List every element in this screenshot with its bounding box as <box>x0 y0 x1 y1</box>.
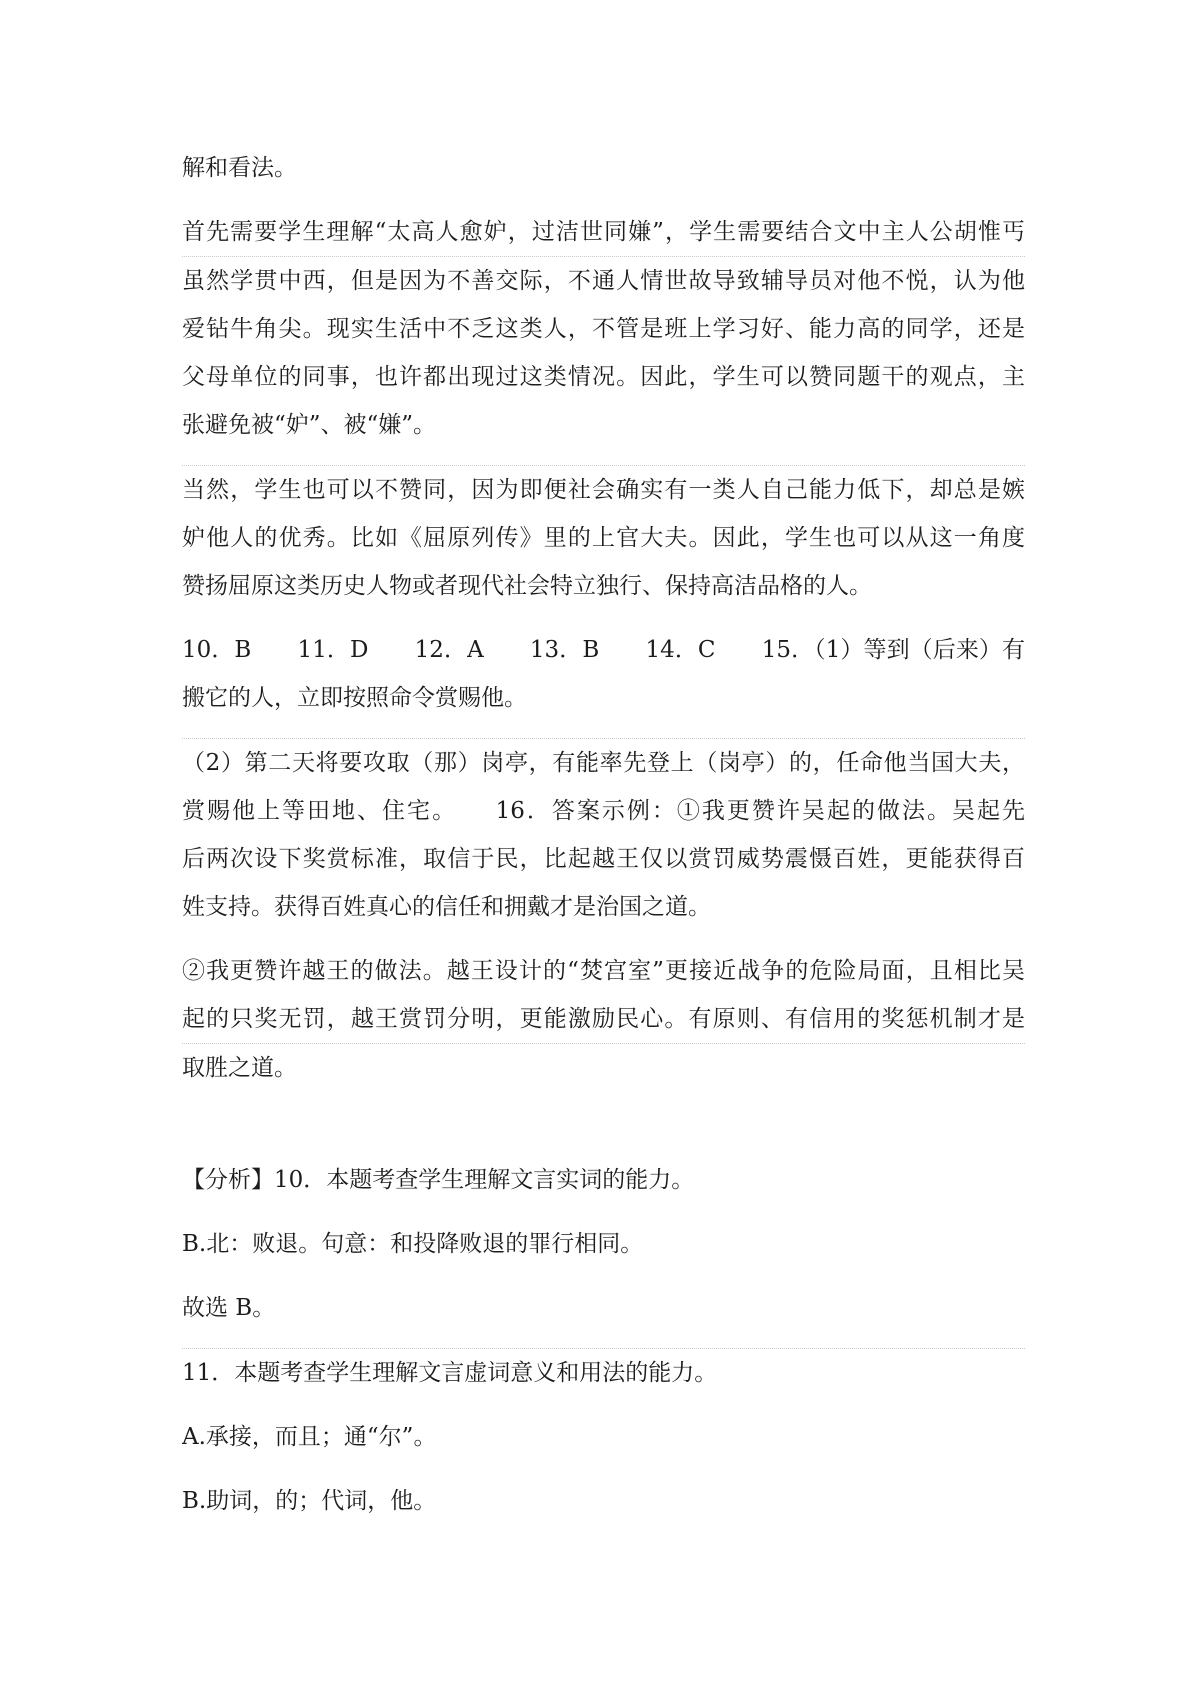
text-line: 取胜之道。 <box>182 1055 297 1081</box>
paragraph-analysis-10-answer <box>182 1284 1025 1332</box>
text-line: 搬它的人，立即按照命令赏赐他。 <box>182 685 527 711</box>
text-line: 妒他人的优秀。比如《屈原列传》里的上官大夫。因此，学生也可以从这一角度 <box>182 525 1025 551</box>
paragraph-analysis-10-b <box>182 1220 1025 1268</box>
paragraph-analysis-11-b <box>182 1477 1025 1525</box>
text-line: （2）第二天将要攻取（那）岗亭，有能率先登上（岗亭）的，任命他当国大夫， <box>182 750 1025 776</box>
paragraph-disagree <box>182 465 1025 610</box>
text-line: 赞扬屈原这类历史人物或者现代社会特立独行、保持高洁品格的人。 <box>182 573 872 599</box>
text-line: ②我更赞许越王的做法。越王设计的“焚宫室”更接近战争的危险局面，且相比吴 <box>182 958 1025 984</box>
paragraph-answers <box>182 626 1025 722</box>
paragraph-analysis-11-a <box>182 1413 1025 1461</box>
paragraph-intro-end <box>182 144 1025 192</box>
text-line: B.北：败退。句意：和投降败退的罪行相同。 <box>182 1231 644 1257</box>
text-line: 当然，学生也可以不赞同，因为即便社会确实有一类人自己能力低下，却总是嫉 <box>182 477 1025 503</box>
text-line: 张避免被“妒”、被“嫌”。 <box>182 412 437 438</box>
document-page <box>182 144 1025 1541</box>
text-line: 后两次设下奖赏标准，取信于民，比起越王仅以赏罚威势震慑百姓，更能获得百 <box>182 846 1025 872</box>
text-line: 解和看法。 <box>182 155 297 181</box>
text-line: 故选 B。 <box>182 1295 276 1321</box>
text-line: 爱钻牛角尖。现实生活中不乏这类人，不管是班上学习好、能力高的同学，还是 <box>182 316 1025 342</box>
text-line: B.助词，的；代词，他。 <box>182 1488 437 1514</box>
paragraph-agree <box>182 208 1025 449</box>
text-line: 10．B 11．D 12．A 13．B 14．C 15．（1）等到（后来）有 <box>182 637 1025 663</box>
paragraph-answer-15-2 <box>182 738 1025 931</box>
text-line: 父母单位的同事，也许都出现过这类情况。因此，学生可以赞同题干的观点，主 <box>182 364 1025 390</box>
text-line: 首先需要学生理解“太高人愈妒，过洁世同嫌”，学生需要结合文中主人公胡惟丐 <box>182 208 1025 257</box>
text-line: 虽然学贯中西，但是因为不善交际，不通人情世故导致辅导员对他不悦，认为他 <box>182 268 1025 294</box>
paragraph-analysis-11 <box>182 1348 1025 1397</box>
text-line: 【分析】10．本题考查学生理解文言实词的能力。 <box>182 1167 695 1193</box>
text-line: 姓支持。获得百姓真心的信任和拥戴才是治国之道。 <box>182 894 711 920</box>
paragraph-analysis-heading <box>182 1156 1025 1204</box>
text-line: A.承接，而且；通“尔”。 <box>182 1424 437 1450</box>
text-line: 起的只奖无罚，越王赏罚分明，更能激励民心。有原则、有信用的奖惩机制才是 <box>182 995 1025 1044</box>
text-line: 赏赐他上等田地、住宅。 16．答案示例：①我更赞许吴起的做法。吴起先 <box>182 798 1025 824</box>
text-line: 11．本题考查学生理解文言虚词意义和用法的能力。 <box>182 1360 718 1386</box>
paragraph-answer-16-option-2 <box>182 947 1025 1092</box>
